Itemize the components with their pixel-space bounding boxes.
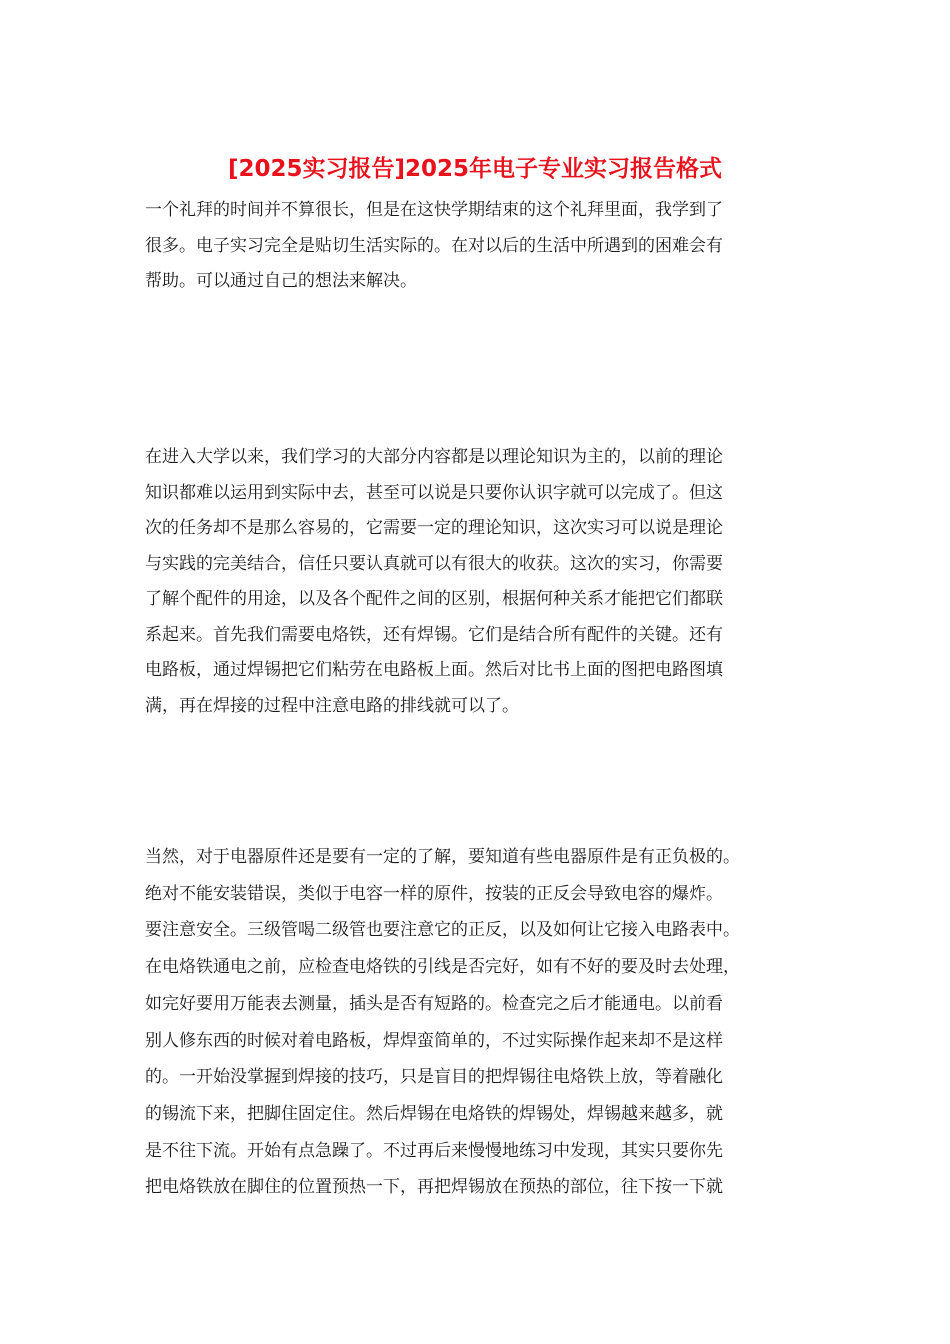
- text-line: 如完好要用万能表去测量，插头是否有短路的。检查完之后才能通电。以前看: [145, 993, 723, 1014]
- text-line: 知识都难以运用到实际中去，甚至可以说是只要你认识字就可以完成了。但这: [145, 482, 723, 503]
- text-line: 满，再在焊接的过程中注意电路的排线就可以了。: [145, 695, 519, 716]
- paragraph-2: [145, 440, 817, 724]
- text-line: 当然，对于电器原件还是要有一定的了解，要知道有些电器原件是有正负极的。: [145, 847, 740, 867]
- document-title: [2025实习报告]2025年电子专业实习报告格式: [227, 156, 723, 182]
- text-line: 很多。电子实习完全是贴切生活实际的。在对以后的生活中所遇到的困难会有: [145, 235, 723, 256]
- text-line: 别人修东西的时候对着电路板，焊焊蛮简单的，不过实际操作起来却不是这样: [145, 1030, 723, 1051]
- text-line: 系起来。首先我们需要电烙铁，还有焊锡。它们是结合所有配件的关键。还有: [145, 624, 723, 645]
- text-line: 要注意安全。三级管喝二级管也要注意它的正反，以及如何让它接入电路表中。: [145, 920, 740, 941]
- text-line: 次的任务却不是那么容易的，它需要一定的理论知识，这次实习可以说是理论: [145, 518, 723, 538]
- text-line: 的锡流下来，把脚住固定住。然后焊锡在电烙铁的焊锡处，焊锡越来越多，就: [145, 1103, 723, 1124]
- text-line: 绝对不能安装错误，类似于电容一样的原件，按装的正反会导致电容的爆炸。: [145, 883, 723, 904]
- text-line: 把电烙铁放在脚住的位置预热一下，再把焊锡放在预热的部位，往下按一下就: [145, 1177, 723, 1198]
- text-line: 是不往下流。开始有点急躁了。不过再后来慢慢地练习中发现，其实只要你先: [145, 1140, 723, 1161]
- text-line: 了解个配件的用途，以及各个配件之间的区别，根据何种关系才能把它们都联: [145, 589, 723, 609]
- paragraph-3: [145, 839, 817, 1206]
- text-line: 在电烙铁通电之前，应检查电烙铁的引线是否完好，如有不好的要及时去处理，: [145, 957, 740, 978]
- text-line: 一个礼拜的时间并不算很长，但是在这快学期结束的这个礼拜里面，我学到了: [145, 200, 723, 220]
- text-line: 在进入大学以来，我们学习的大部分内容都是以理论知识为主的，以前的理论: [145, 447, 723, 467]
- text-line: 帮助。可以通过自己的想法来解决。: [145, 271, 417, 291]
- text-line: 的。一开始没掌握到焊接的技巧，只是盲目的把焊锡往电烙铁上放，等着融化: [145, 1067, 723, 1088]
- paragraph-1: [145, 193, 817, 300]
- text-line: 电路板，通过焊锡把它们粘劳在电路板上面。然后对比书上面的图把电路图填: [145, 660, 723, 680]
- text-line: 与实践的完美结合，信任只要认真就可以有很大的收获。这次的实习，你需要: [145, 553, 723, 574]
